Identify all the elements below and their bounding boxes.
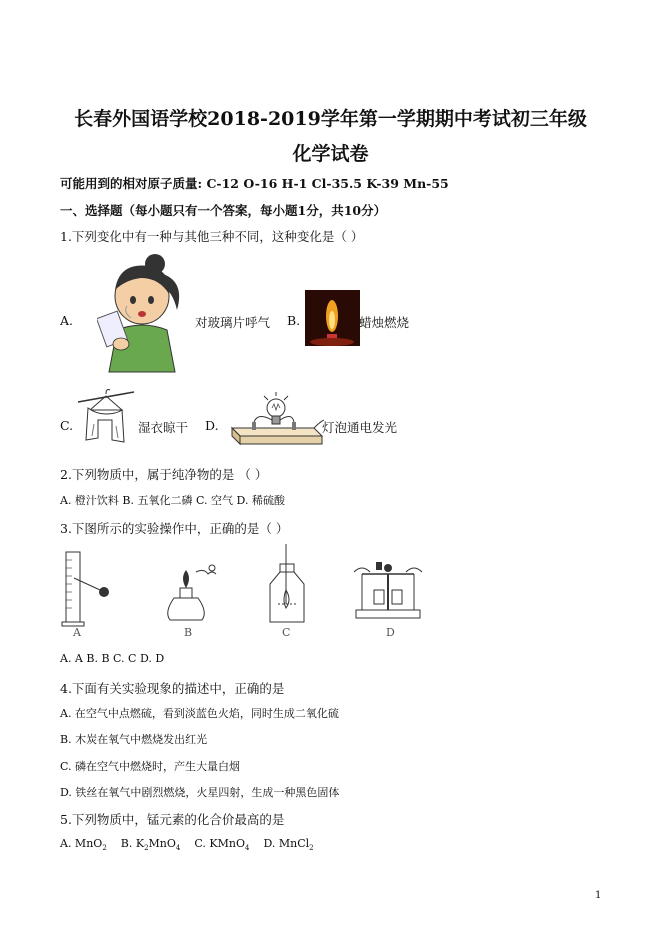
- alcohol-lamp-figure: [160, 548, 220, 628]
- fig-label-d: D: [386, 626, 395, 639]
- q1-option-d-text: 灯泡通电发光: [322, 420, 398, 435]
- q4-option-a: A. 在空气中点燃硫，看到淡蓝色火焰，同时生成二氧化硫: [60, 707, 339, 720]
- q2-stem: 2.下列物质中，属于纯净物的是 （ ）: [60, 467, 268, 482]
- light-bulb-circuit-figure: [228, 392, 324, 450]
- page-subtitle: 化学试卷: [292, 143, 369, 165]
- q2-options: A. 橙汁饮料 B. 五氧化二磷 C. 空气 D. 稀硫酸: [60, 494, 285, 507]
- girl-breathing-figure: [97, 252, 192, 377]
- q5-options: [60, 837, 314, 852]
- candle-burning-figure: [305, 290, 360, 346]
- q3-options: A. A B. B C. C D. D: [60, 652, 165, 665]
- q5-option-b: B. $K_2MnO_4$: [120, 837, 181, 853]
- graduated-cylinder-figure: [58, 548, 118, 628]
- atomic-masses: 可能用到的相对原子质量: C-12 O-16 H-1 Cl-35.5 K-39 Mn-55: [60, 176, 449, 191]
- q5-option-d: D. MnCl$_2$: [263, 837, 314, 853]
- q1-option-c-label: C.: [60, 418, 74, 433]
- fig-label-c: C: [282, 626, 291, 639]
- q5-stem: 5.下列物质中，锰元素的化合价最高的是: [60, 812, 285, 827]
- wet-clothes-drying-figure: [76, 388, 136, 446]
- gas-bottle-figure: [262, 544, 312, 628]
- fig-label-a: A: [73, 626, 81, 639]
- balance-scale-figure: [352, 556, 424, 620]
- q1-option-a-label: A.: [60, 313, 74, 328]
- section1-heading: 一、选择题（每小题只有一个答案，每小题1分，共10分）: [60, 203, 387, 218]
- q4-option-d: D. 铁丝在氧气中剧烈燃烧，火星四射，生成一种黑色固体: [60, 786, 340, 799]
- page-title: 长春外国语学校2018-2019学年第一学期期中考试初三年级: [74, 108, 587, 130]
- q3-stem: 3.下图所示的实验操作中，正确的是（ ）: [60, 521, 289, 536]
- fig-label-b: B: [184, 626, 193, 639]
- q5-option-c: C. KMnO$_4$: [194, 837, 250, 853]
- q1-option-a-text: 对玻璃片呼气: [195, 315, 271, 330]
- q1-option-b-text: 蜡烛燃烧: [359, 315, 410, 330]
- q1-option-d-label: D.: [205, 418, 219, 433]
- q4-option-b: B. 木炭在氧气中燃烧发出红光: [60, 733, 208, 746]
- page-number: 1: [595, 890, 602, 901]
- q5-option-a: A. MnO$_2$: [60, 837, 107, 853]
- q1-stem: 1.下列变化中有一种与其他三种不同，这种变化是（ ）: [60, 229, 364, 244]
- q1-option-b-label: B.: [287, 313, 301, 328]
- q1-option-c-text: 湿衣晾干: [138, 420, 189, 435]
- q4-stem: 4.下面有关实验现象的描述中，正确的是: [60, 681, 285, 696]
- q4-option-c: C. 磷在空气中燃烧时，产生大量白烟: [60, 760, 241, 773]
